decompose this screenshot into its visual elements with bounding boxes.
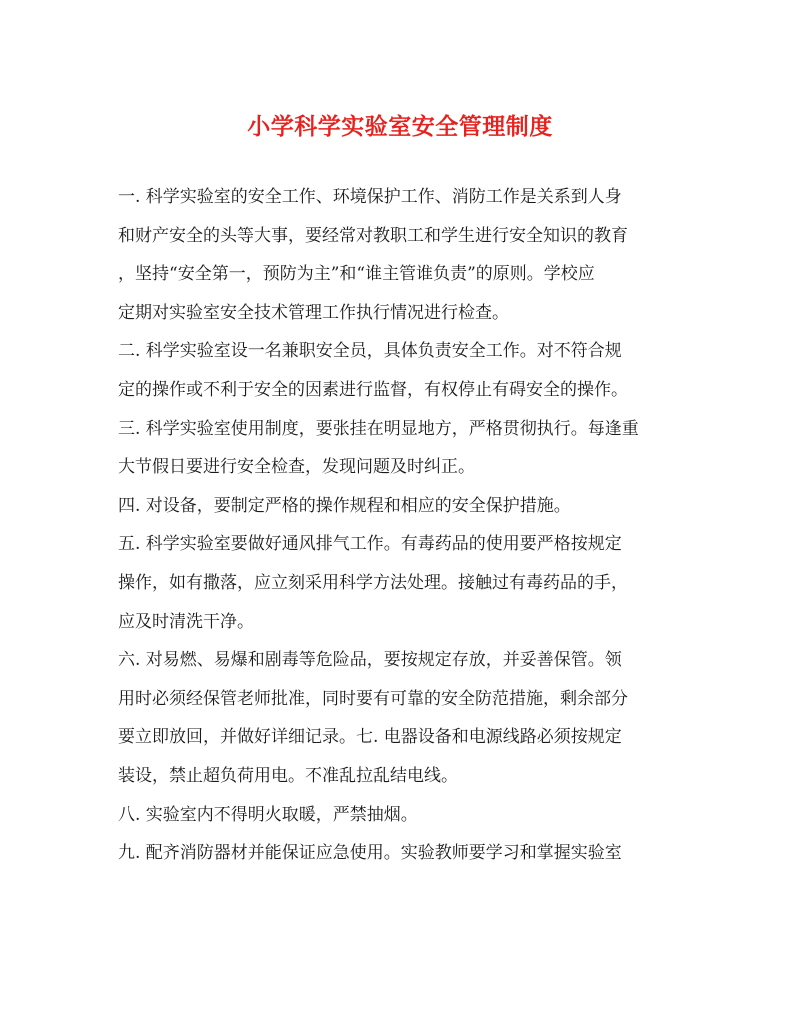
body-line: 定期对实验室安全技术管理工作执行情况进行检查。 xyxy=(118,302,509,323)
body-line: 四. 对设备，要制定严格的操作规程和相应的安全保护措施。 xyxy=(118,495,571,516)
body-line: 定的操作或不利于安全的因素进行监督，有权停止有碍安全的操作。 xyxy=(118,379,628,400)
body-line: 六. 对易燃、易爆和剧毒等危险品，要按规定存放，并妥善保管。领 xyxy=(118,650,622,671)
body-line: 操作，如有撒落，应立刻采用科学方法处理。接触过有毒药品的手， xyxy=(118,572,628,593)
body-line: 二. 科学实验室设一名兼职安全员，具体负责安全工作。对不符合规 xyxy=(118,341,622,362)
body-line: 三. 科学实验室使用制度，要张挂在明显地方，严格贯彻执行。每逢重 xyxy=(118,418,639,439)
document-body xyxy=(118,184,678,879)
body-line: 装设，禁止超负荷用电。不准乱拉乱结电线。 xyxy=(118,765,458,786)
body-line: 要立即放回，并做好详细记录。七. 电器设备和电源线路必须按规定 xyxy=(118,727,622,748)
body-line: 用时必须经保管老师批准，同时要有可靠的安全防范措施，剩余部分 xyxy=(118,688,628,709)
body-line: 八. 实验室内不得明火取暖，严禁抽烟。 xyxy=(118,804,418,825)
body-line: 九. 配齐消防器材并能保证应急使用。实验教师要学习和掌握实验室 xyxy=(118,843,622,864)
body-line: 五. 科学实验室要做好通风排气工作。有毒药品的使用要严格按规定 xyxy=(118,534,622,555)
body-line: 一. 科学实验室的安全工作、环境保护工作、消防工作是关系到人身 xyxy=(118,187,622,207)
body-line: 应及时清洗干净。 xyxy=(118,611,254,632)
document-title: 小学科学实验室安全管理制度 xyxy=(247,113,553,140)
body-line: 大节假日要进行安全检查，发现问题及时纠正。 xyxy=(118,457,475,478)
body-line: 和财产安全的头等大事，要经常对教职工和学生进行安全知识的教育 xyxy=(118,225,628,246)
body-line: ，坚持“安全第一，预防为主”和“谁主管谁负责”的原则。学校应 xyxy=(118,264,595,285)
